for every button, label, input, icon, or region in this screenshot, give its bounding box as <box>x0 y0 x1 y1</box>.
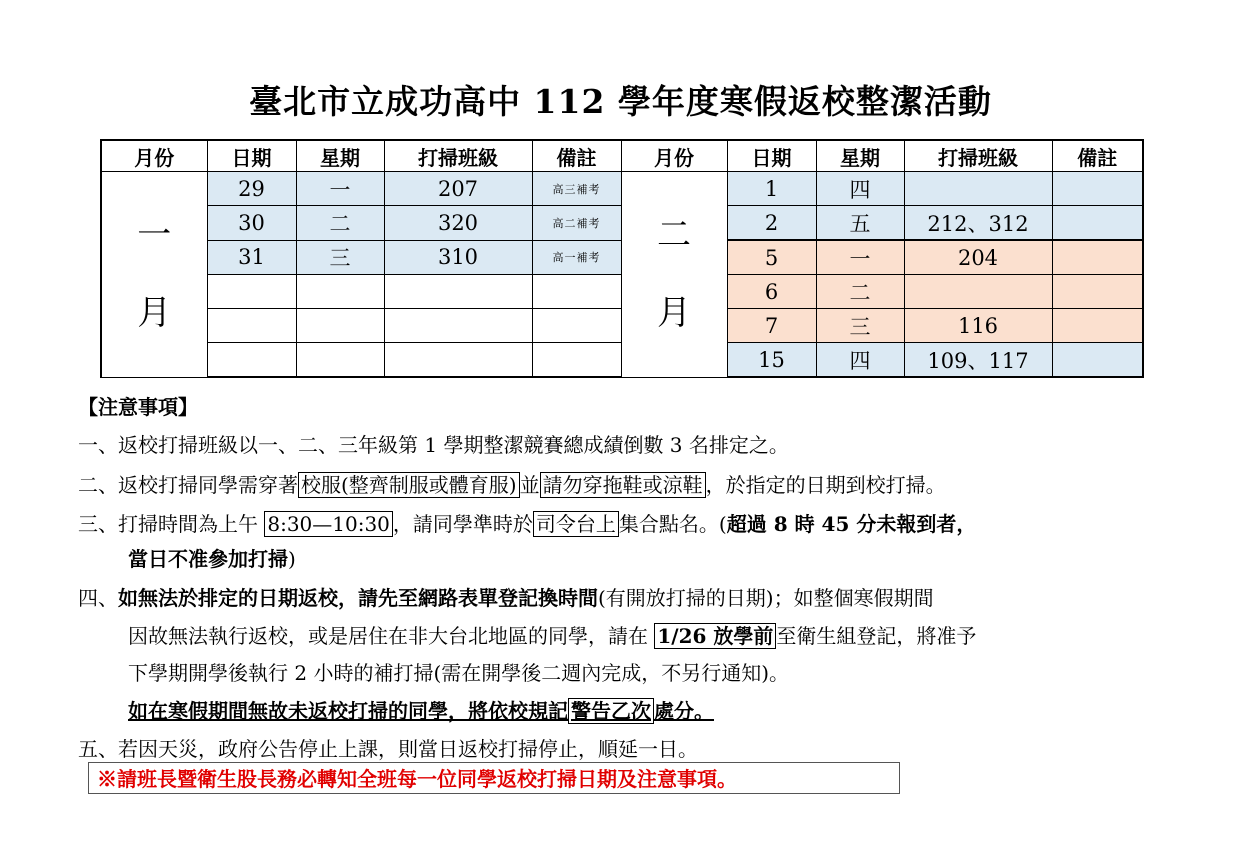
weekday-cell: 四 <box>816 343 904 378</box>
class-cell <box>384 343 532 378</box>
note-cell <box>1052 240 1143 275</box>
note-4-text: 因故無法執行返校，或是居住在非大台北地區的同學，請在 <box>128 624 655 648</box>
month-feb-bottom: 月 <box>657 293 691 334</box>
note-3-text: ) <box>288 547 296 571</box>
note-cell <box>532 343 621 378</box>
col-header: 打掃班級 <box>384 140 532 172</box>
note-cell <box>1052 275 1143 309</box>
table-header-row <box>101 140 1143 172</box>
weekday-cell <box>296 343 384 378</box>
note-5: 五、若因天災，政府公告停止上課，則當日返校打掃停止，順延一日。 <box>78 737 698 761</box>
note-2-text: 並 <box>519 473 540 497</box>
month-jan-bottom: 月 <box>137 293 172 334</box>
note-1: 一、返校打掃班級以一、二、三年級第 1 學期整潔競賽總成績倒數 3 名排定之。 <box>78 433 789 457</box>
note-cell <box>1052 343 1143 378</box>
note-3-bold: 當日不准參加打掃 <box>128 547 288 571</box>
location-box: 司令台上 <box>533 511 619 537</box>
weekday-cell: 一 <box>816 240 904 275</box>
month-cell-feb <box>621 172 727 378</box>
class-cell: 109、117 <box>904 343 1052 378</box>
weekday-cell: 一 <box>296 172 384 206</box>
note-3-text: 三、打掃時間為上午 <box>78 512 265 536</box>
note-4-penalty <box>128 695 714 724</box>
weekday-cell <box>296 309 384 343</box>
col-header: 備註 <box>1052 140 1143 172</box>
note-4-text: 至衛生組登記，將准予 <box>776 624 977 648</box>
weekday-cell <box>296 275 384 309</box>
class-cell: 310 <box>384 240 532 275</box>
col-header: 打掃班級 <box>904 140 1052 172</box>
note-4-bold: 處分。 <box>654 699 714 723</box>
deadline-box: 1/26 放學前 <box>654 623 776 649</box>
col-header: 備註 <box>532 140 621 172</box>
month-cell-jan <box>101 172 207 378</box>
class-cell: 116 <box>904 309 1052 343</box>
weekday-cell: 三 <box>816 309 904 343</box>
weekday-cell: 三 <box>296 240 384 275</box>
note-3 <box>78 508 976 537</box>
class-cell: 212、312 <box>904 206 1052 241</box>
note-4-text: 四、 <box>78 586 118 610</box>
date-cell: 31 <box>207 240 296 275</box>
page-title: 臺北市立成功高中 112 學年度寒假返校整潔活動 <box>249 82 992 121</box>
weekday-cell: 二 <box>816 275 904 309</box>
col-header: 月份 <box>101 140 207 172</box>
note-cell: 高二補考 <box>532 206 621 241</box>
weekday-cell: 四 <box>816 172 904 206</box>
date-cell <box>207 343 296 378</box>
date-cell <box>207 275 296 309</box>
note-4-bold: 如無法於排定的日期返校，請先至網路表單登記換時間 <box>118 586 598 610</box>
note-cell <box>1052 172 1143 206</box>
date-cell: 29 <box>207 172 296 206</box>
note-3-text: ，請同學準時於 <box>392 512 533 536</box>
note-cell <box>532 275 621 309</box>
col-header: 星期 <box>816 140 904 172</box>
reminder-banner: ※請班長暨衛生股長務必轉知全班每一位同學返校打掃日期及注意事項。 <box>88 762 900 794</box>
col-header: 星期 <box>296 140 384 172</box>
class-cell <box>384 275 532 309</box>
note-cell <box>532 309 621 343</box>
class-cell <box>384 309 532 343</box>
no-slippers-box: 請勿穿拖鞋或涼鞋 <box>540 472 706 498</box>
date-cell: 7 <box>727 309 816 343</box>
notes-heading: 【注意事項】 <box>78 395 198 419</box>
note-2-text: ，於指定的日期到校打掃。 <box>705 473 946 497</box>
weekday-cell: 二 <box>296 206 384 241</box>
warning-box: 警告乙次 <box>568 698 654 724</box>
note-4-bold: 如在寒假期間無故未返校打掃的同學，將依校規記 <box>128 699 568 723</box>
date-cell: 6 <box>727 275 816 309</box>
time-box: 8:30—10:30 <box>264 511 393 537</box>
class-cell: 207 <box>384 172 532 206</box>
class-cell: 320 <box>384 206 532 241</box>
note-4-text: (有開放打掃的日期)；如整個寒假期間 <box>598 586 934 610</box>
note-cell: 高一補考 <box>532 240 621 275</box>
schedule-table <box>100 139 1144 378</box>
col-header: 日期 <box>727 140 816 172</box>
class-cell <box>904 275 1052 309</box>
month-feb-top: 二 <box>657 215 691 256</box>
class-cell: 204 <box>904 240 1052 275</box>
weekday-cell: 五 <box>816 206 904 241</box>
col-header: 日期 <box>207 140 296 172</box>
date-cell: 15 <box>727 343 816 378</box>
uniform-box: 校服(整齊制服或體育服) <box>298 472 520 498</box>
date-cell: 5 <box>727 240 816 275</box>
note-4-cont: 下學期開學後執行 2 小時的補打掃(需在開學後二週內完成，不另行通知)。 <box>128 661 790 685</box>
note-cell <box>1052 309 1143 343</box>
table-row <box>101 172 1143 206</box>
col-header: 月份 <box>621 140 727 172</box>
date-cell <box>207 309 296 343</box>
note-3-bold: 超過 8 時 45 分未報到者， <box>726 512 977 536</box>
note-3-cont <box>128 543 296 572</box>
month-jan-top: 一 <box>137 215 172 256</box>
note-2-text: 二、返校打掃同學需穿著 <box>78 473 298 497</box>
note-cell <box>1052 206 1143 241</box>
note-3-text: 集合點名。( <box>618 512 727 536</box>
note-4 <box>78 582 934 611</box>
date-cell: 2 <box>727 206 816 241</box>
note-cell: 高三補考 <box>532 172 621 206</box>
date-cell: 1 <box>727 172 816 206</box>
class-cell <box>904 172 1052 206</box>
note-4-cont <box>128 620 976 649</box>
note-2 <box>78 469 946 498</box>
date-cell: 30 <box>207 206 296 241</box>
